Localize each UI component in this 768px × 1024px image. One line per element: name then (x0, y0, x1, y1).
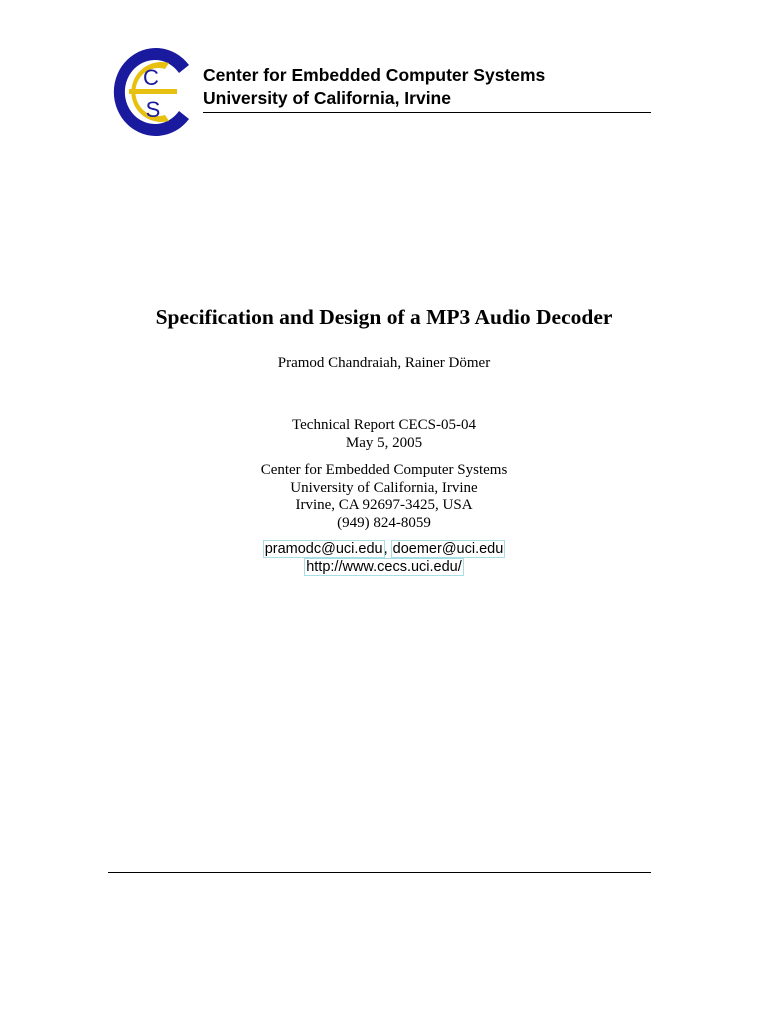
website-link[interactable]: http://www.cecs.uci.edu/ (306, 559, 462, 575)
address-line-3: Irvine, CA 92697-3425, USA (295, 497, 473, 513)
email-link-doemer[interactable]: doemer@uci.edu (392, 541, 504, 557)
footer-divider (108, 872, 651, 873)
authors: Pramod Chandraiah, Rainer Dömer (277, 355, 491, 371)
cecs-logo (107, 45, 197, 139)
email-line (0, 540, 768, 558)
address-block (0, 462, 768, 532)
website-line (0, 558, 768, 576)
university-name: University of California, Irvine (203, 88, 451, 108)
logo-letter-c: C (143, 65, 159, 90)
email-link-pramodc[interactable]: pramodc@uci.edu (264, 541, 383, 557)
report-info (0, 417, 768, 452)
email-separator: , (383, 541, 392, 557)
logo-letter-s: S (145, 97, 161, 122)
header-divider (203, 112, 651, 113)
address-line-2: University of California, Irvine (290, 479, 478, 496)
organization-header (203, 64, 545, 110)
phone-number: (949) 824-8059 (337, 514, 431, 531)
contact-links (0, 540, 768, 576)
report-number: Technical Report CECS-05-04 (292, 417, 476, 433)
document-title: Specification and Design of a MP3 Audio Decoder (155, 305, 613, 329)
address-line-1: Center for Embedded Computer Systems (260, 462, 508, 478)
report-date: May 5, 2005 (345, 434, 423, 451)
organization-name: Center for Embedded Computer Systems (203, 65, 546, 85)
